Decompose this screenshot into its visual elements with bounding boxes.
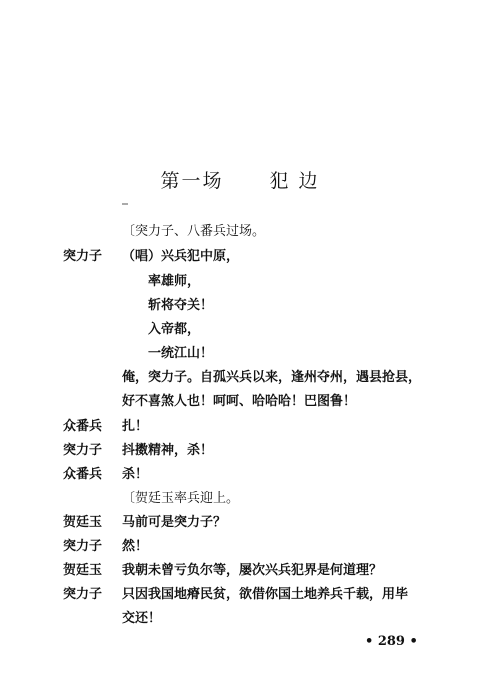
dialogue-line: 扎！ <box>122 419 149 434</box>
page-number: • 289 • <box>365 634 418 649</box>
scene-name: 犯边 <box>269 170 328 192</box>
dialogue-line: 马前可是突力子？ <box>122 515 227 530</box>
speaker-label: 众番兵 <box>63 467 103 482</box>
song-line: 入帝都， <box>148 322 201 337</box>
song-line: 一统江山！ <box>148 346 214 361</box>
dialogue-line: 我朝未曾亏负尔等，屡次兴兵犯界是何道理？ <box>122 563 383 578</box>
dialogue-line: 抖擞精神，杀！ <box>122 443 214 458</box>
dialogue-line: 杀！ <box>122 467 149 482</box>
speaker-label: 突力子 <box>63 587 103 602</box>
scene-title <box>0 166 488 193</box>
dialogue-line: 好不喜煞人也！呵呵、哈哈哈！巴图鲁！ <box>122 394 357 409</box>
scene-number: 第一场 <box>160 170 224 192</box>
dialogue-line: 俺，突力子。自孤兴兵以来，逢州夺州，遇县抢县， <box>122 370 422 385</box>
print-speck <box>122 203 128 205</box>
speaker-label: 众番兵 <box>63 419 103 434</box>
speaker-label: 突力子 <box>63 249 103 264</box>
dialogue-line: 只因我国地瘠民贫，欲借你国土地养兵千载，用毕 <box>122 587 409 602</box>
dialogue-line: （唱）兴兵犯中原， <box>122 249 240 264</box>
speaker-label: 突力子 <box>63 539 103 554</box>
stage-direction: 〔突力子、八番兵过场。 <box>122 224 266 239</box>
song-line: 斩将夺关！ <box>148 298 214 313</box>
speaker-label: 突力子 <box>63 443 103 458</box>
song-line: 率雄师， <box>148 274 201 289</box>
stage-direction: 〔贺廷玉率兵迎上。 <box>122 491 240 506</box>
dialogue-line: 交还！ <box>122 611 162 626</box>
speaker-label: 贺廷玉 <box>63 563 103 578</box>
dialogue-line: 然！ <box>122 539 149 554</box>
speaker-label: 贺廷玉 <box>63 515 103 530</box>
